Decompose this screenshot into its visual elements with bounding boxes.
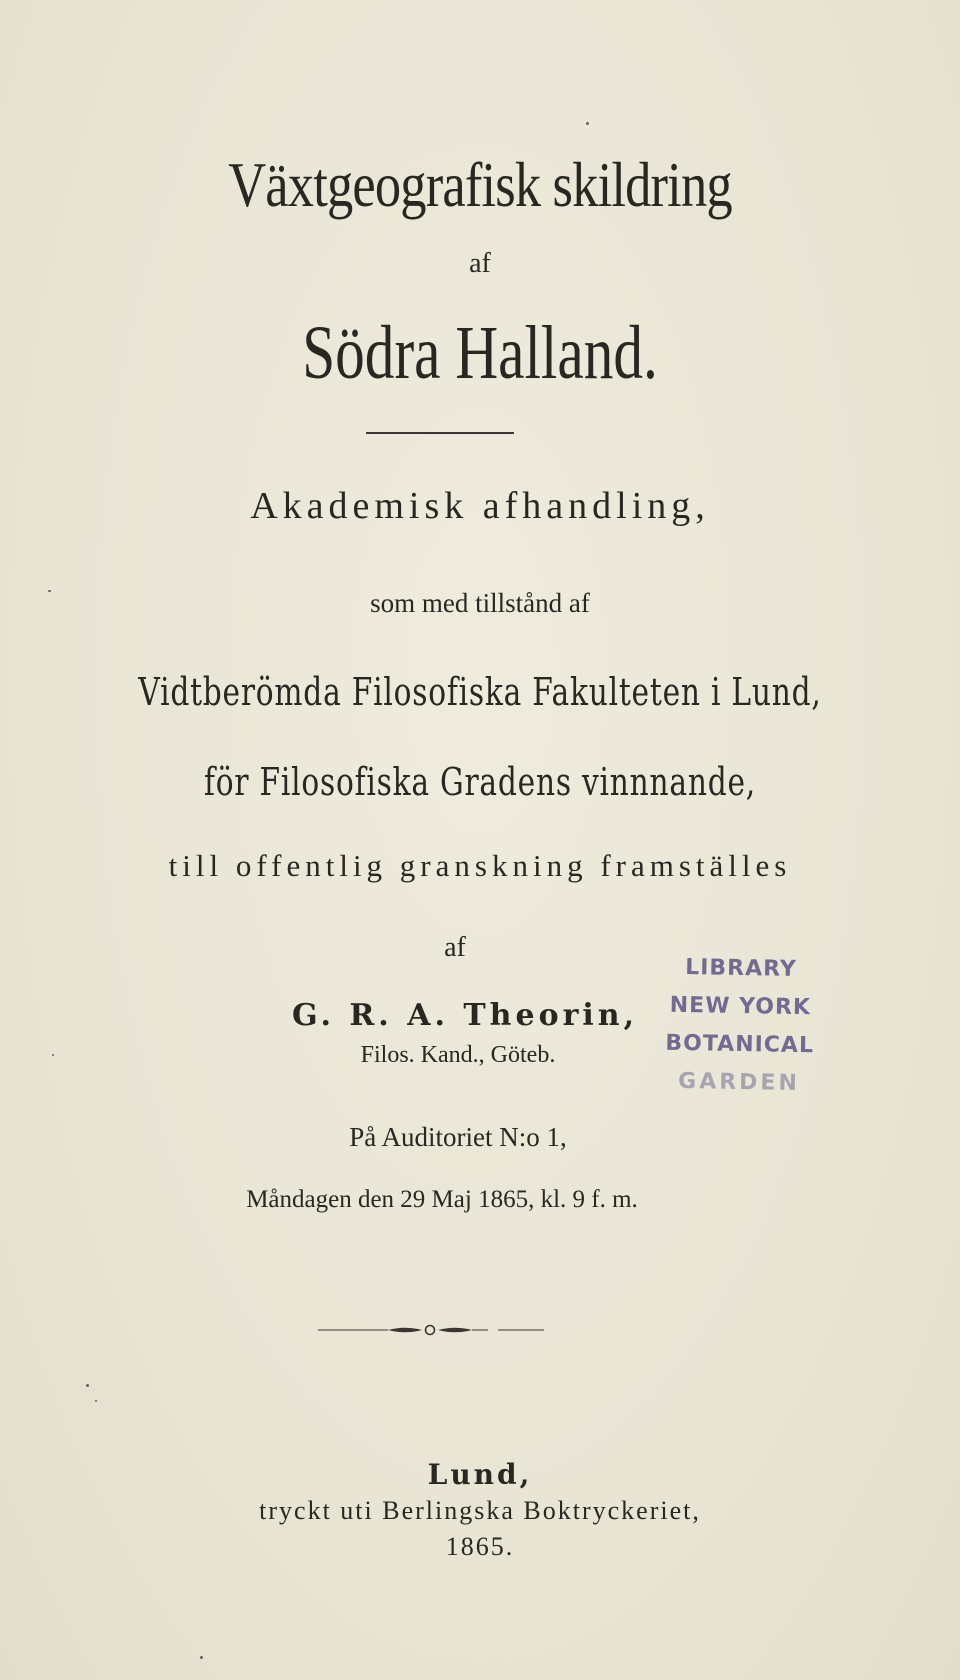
library-stamp (639, 948, 842, 1103)
author-credentials: Filos. Kand., Göteb. (360, 1042, 556, 1068)
af-conjunction-1: af (469, 248, 491, 279)
imprint-year: 1865. (445, 1532, 515, 1561)
book-subtitle: Södra Halland. (302, 311, 658, 395)
af-conjunction-2: af (444, 932, 466, 963)
author-name: G. R. A. Theorin, (291, 998, 639, 1033)
paper-speck (48, 590, 51, 592)
stamp-line-3: BOTANICAL (665, 1030, 815, 1059)
faculty-line: Vidtberömda Filosofiska Fakulteten i Lund, (138, 670, 822, 714)
paper-speck (52, 1054, 54, 1056)
stamp-line-4: GARDEN (677, 1068, 801, 1097)
dissertation-line: Akademisk afhandling, (250, 485, 710, 527)
imprint-printer: tryckt uti Berlingska Boktryckeriet, (259, 1496, 701, 1525)
paper-speck (86, 1384, 89, 1387)
paper-speck (200, 1656, 203, 1659)
title-divider (366, 432, 514, 434)
date-line: Måndagen den 29 Maj 1865, kl. 9 f. m. (246, 1186, 638, 1213)
degree-line: för Filosofiska Gradens vinnnande, (203, 760, 756, 804)
paper-speck (586, 122, 589, 125)
venue-line: På Auditoriet N:o 1, (349, 1122, 567, 1152)
stamp-line-2: NEW YORK (669, 992, 812, 1021)
imprint-city: Lund, (427, 1458, 533, 1491)
paper-speck (95, 1400, 97, 1402)
ornament-divider-icon (318, 1320, 544, 1340)
examination-line: till offentlig granskning framställes (168, 848, 792, 883)
stamp-line-1: LIBRARY (684, 955, 798, 982)
book-title: Växtgeografisk skildring (228, 149, 732, 220)
permission-line: som med tillstånd af (370, 588, 590, 618)
